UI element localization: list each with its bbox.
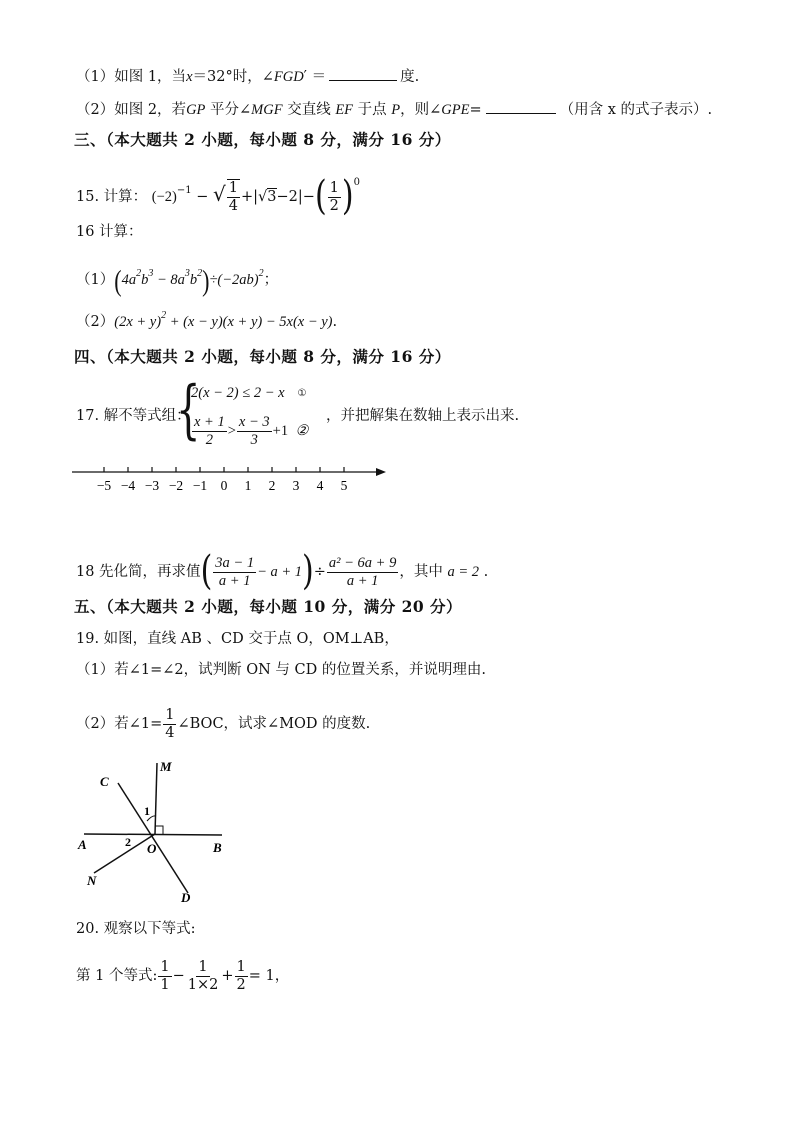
q14-part1: （1）如图 1，当x＝32°时，∠FGD′ ＝ 度. <box>76 66 419 87</box>
q19-part2: （2）若∠1= $\frac{1}{4}$ ∠BOC，试求∠MOD 的度数. <box>76 706 371 741</box>
label-angle-2: 2 <box>125 835 131 849</box>
label-c: C <box>100 774 109 789</box>
q14-part2: （2）如图 2，若GP 平分∠MGF 交直线 EF 于点 P，则∠GPE= （用含 x 的式子表示）. <box>76 99 712 120</box>
q15: 15. 计算： $(-2)^{-1}$ − √ $\frac{1}{4}$ +|√3−2|−( $\frac{1}{2}$ )$^0$ <box>76 172 360 220</box>
axis-tick-label: 5 <box>340 478 348 493</box>
q16-part2: $(2)(2x + y)^2 + (x - y)(x + y) - 5x(x - y)$. <box>76 310 338 330</box>
q17-label: 17. 解不等式组： <box>76 408 191 424</box>
system-brace: { <box>176 373 201 447</box>
section-title: 五、（本大题共 2 小题，每小题 10 分，满分 20 分） <box>74 597 463 616</box>
label-a: A <box>78 837 87 852</box>
label-d: D <box>181 890 191 905</box>
axis-tick-label: −2 <box>168 478 184 493</box>
label-n: N <box>87 873 97 888</box>
q19-stem: 19. 如图，直线 AB 、CD 交于点 O，OM⊥AB， <box>76 631 399 647</box>
q16-part1: $(1)(4a^2b^3 - 8a^3b^2)\div(-2ab)^2$； <box>76 263 279 297</box>
q16-stem: 16 计算： <box>76 224 143 240</box>
label-b: B <box>213 840 222 855</box>
axis-tick-label: 1 <box>244 478 252 493</box>
mark-2: ② <box>295 422 309 439</box>
ray-om <box>155 763 157 834</box>
label-o: O <box>147 841 157 856</box>
answer-blank[interactable] <box>329 66 397 81</box>
mark-1: ① <box>297 388 307 400</box>
number-line <box>70 460 400 500</box>
right-angle-icon <box>155 826 163 834</box>
q17-row2: $\frac{x + 1}{2}$ > $\frac{x - 3}{3}$ +1 ② <box>194 414 309 448</box>
axis-tick-label: −5 <box>96 478 112 493</box>
axis-tick-label: 4 <box>316 478 324 493</box>
q20-stem: 20. 观察以下等式: <box>76 921 196 937</box>
axis-tick-label: −4 <box>120 478 136 493</box>
q19-part1: （1）若∠1=∠2，试判断 ON 与 CD 的位置关系，并说明理由. <box>76 662 486 678</box>
section-title: 四、（本大题共 2 小题，每小题 8 分，满分 16 分） <box>74 347 451 366</box>
axis-tick-label: 0 <box>220 478 228 493</box>
axis-arrow-icon <box>376 468 386 476</box>
q20-eq1: 第 1 个等式: $\frac{1}{1}$ − $\frac{1}{1\times 2}$ + $\frac{1}{2}$ = 1， <box>76 958 290 993</box>
sqrt-sign: √ <box>258 189 268 205</box>
q17-tail: ，并把解集在数轴上表示出来. <box>326 408 520 424</box>
label-m: M <box>160 759 172 774</box>
sqrt-sign: √ <box>213 182 226 206</box>
answer-blank[interactable] <box>486 99 556 114</box>
axis-tick-label: −3 <box>144 478 160 493</box>
q18: 18 先化简，再求值( $\frac{3a - 1}{a + 1}$ − a + 1)÷ $\frac{\text{a² − 6a + 9}}{a + 1}$ ，其中 a = 2 . <box>76 547 489 595</box>
section-title: 三、（本大题共 2 小题，每小题 8 分，满分 16 分） <box>74 130 451 149</box>
axis-tick-label: 2 <box>268 478 276 493</box>
geometry-figure <box>70 755 240 905</box>
label-angle-1: 1 <box>144 804 150 818</box>
axis-tick-label: −1 <box>192 478 208 493</box>
q17-row1: 2(x − 2) ≤ 2 − x ① <box>191 383 308 403</box>
axis-tick-label: 3 <box>292 478 300 493</box>
